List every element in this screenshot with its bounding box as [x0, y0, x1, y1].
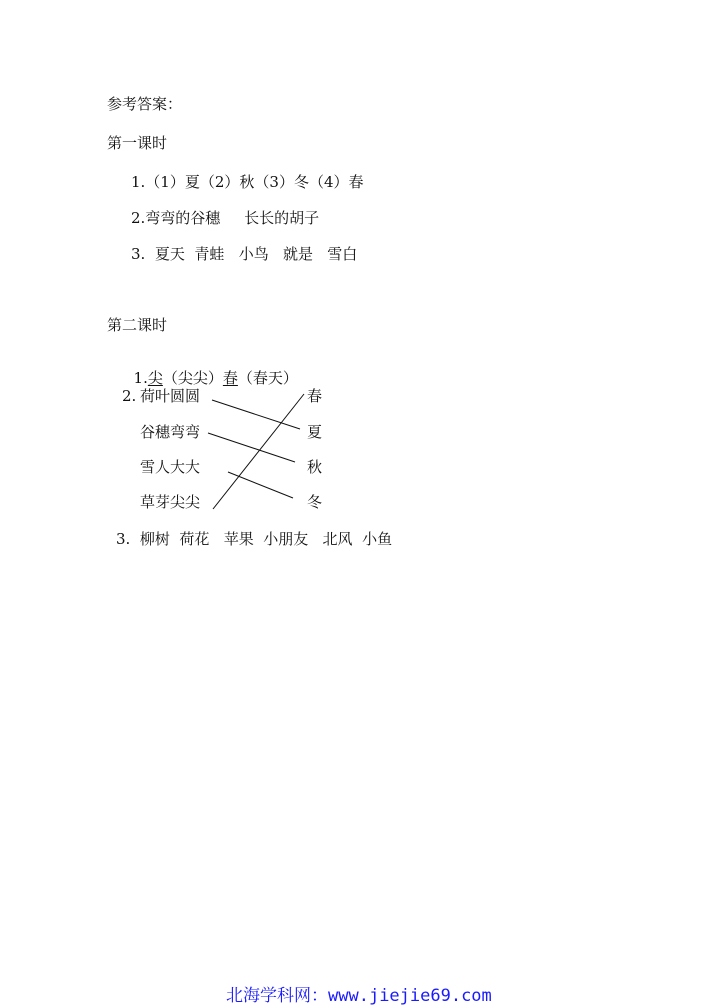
question1-word2: 春: [222, 369, 238, 387]
match-line-2: [208, 433, 295, 462]
answer-heading: 参考答案：: [107, 95, 183, 113]
lesson1-question3: 3. 夏天 青蛙 小鸟 就是 雪白: [131, 245, 358, 263]
question1-paren1: （尖尖）: [162, 369, 223, 387]
match-left-1: 荷叶圆圆: [140, 387, 201, 405]
question2-prefix: 2.: [122, 387, 137, 405]
footer-url[interactable]: www.jiejie69.com: [328, 986, 492, 1006]
match-left-2: 谷穗弯弯: [140, 423, 201, 441]
question1-paren2: （春天）: [237, 369, 298, 387]
match-left-4: 草芽尖尖: [140, 493, 201, 511]
lesson2-question3: 3. 柳树 荷花 苹果 小朋友 北风 小鱼: [116, 530, 393, 548]
footer: [0, 966, 707, 1006]
lesson1-question1: 1.（1）夏（2）秋（3）冬（4）春: [131, 173, 364, 191]
question1-prefix: 1.: [133, 369, 148, 387]
match-line-1: [212, 400, 300, 429]
footer-site-name: 北海学科网：: [226, 986, 329, 1006]
match-line-3: [228, 472, 293, 498]
match-left-3: 雪人大大: [140, 458, 201, 476]
match-line-4: [213, 394, 304, 509]
match-right-2: 夏: [307, 423, 323, 441]
match-right-4: 冬: [307, 493, 323, 511]
lesson1-question2: 2.弯弯的谷穗 长长的胡子: [131, 209, 320, 227]
question1-word1: 尖: [147, 369, 163, 387]
match-right-3: 秋: [307, 458, 323, 476]
lesson2-title: 第二课时: [107, 316, 168, 334]
match-right-1: 春: [307, 387, 323, 405]
lesson1-title: 第一课时: [107, 134, 168, 152]
